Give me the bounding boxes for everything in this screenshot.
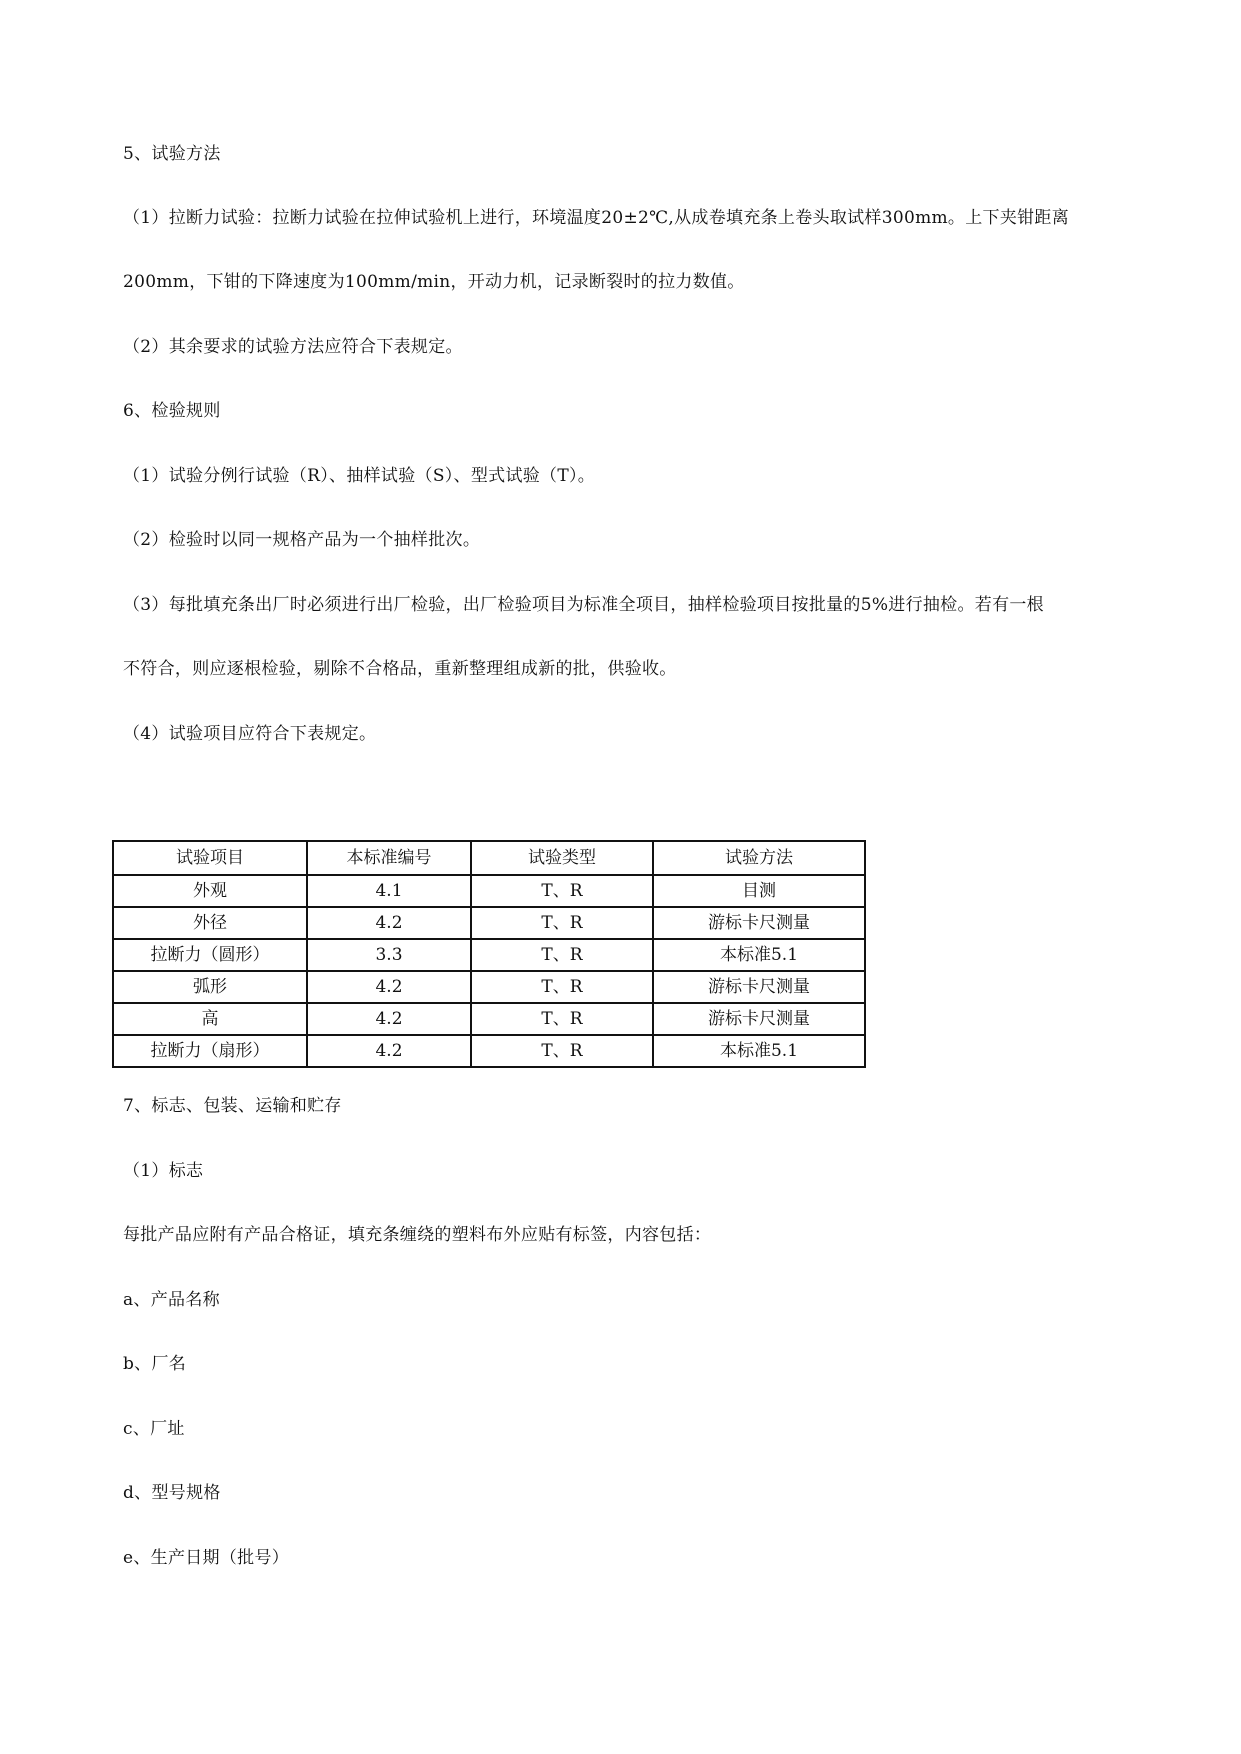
section-6-paragraph-4: （4）试验项目应符合下表规定。 <box>123 724 377 744</box>
label-item-e: e、生产日期（批号） <box>123 1548 290 1568</box>
cell-test-method: 本标准5.1 <box>653 939 865 971</box>
table-row <box>113 939 865 971</box>
cell-standard-number: 4.2 <box>307 1035 471 1067</box>
section-7-item-1-text: 每批产品应附有产品合格证，填充条缠绕的塑料布外应贴有标签，内容包括： <box>123 1225 712 1245</box>
cell-test-method: 游标卡尺测量 <box>653 1003 865 1035</box>
header-test-item: 试验项目 <box>113 841 307 875</box>
label-item-a: a、产品名称 <box>123 1290 220 1310</box>
header-standard-number: 本标准编号 <box>307 841 471 875</box>
header-test-type: 试验类型 <box>471 841 653 875</box>
cell-test-type: T、R <box>471 939 653 971</box>
section-6-paragraph-3-line-2: 不符合，则应逐根检验，剔除不合格品，重新整理组成新的批，供验收。 <box>123 659 677 679</box>
section-5-title: 5、试验方法 <box>123 144 221 164</box>
label-item-c: c、厂址 <box>123 1419 185 1439</box>
cell-standard-number: 3.3 <box>307 939 471 971</box>
section-6-title: 6、检验规则 <box>123 401 221 421</box>
section-6-paragraph-1: （1）试验分例行试验（R）、抽样试验（S）、型式试验（T）。 <box>123 466 596 486</box>
section-5-paragraph-1-line-1: （1）拉断力试验：拉断力试验在拉伸试验机上进行，环境温度20±2℃,从成卷填充条上卷头取试样300mm。上下夹钳距离 <box>123 208 1070 228</box>
table-row <box>113 1035 865 1067</box>
section-6-paragraph-3-line-1: （3）每批填充条出厂时必须进行出厂检验，出厂检验项目为标准全项目，抽样检验项目按批量的5%进行抽检。若有一根 <box>123 595 1044 615</box>
cell-test-type: T、R <box>471 907 653 939</box>
cell-test-item: 高 <box>113 1003 307 1035</box>
cell-test-item: 拉断力（扇形） <box>113 1035 307 1067</box>
cell-test-item: 外径 <box>113 907 307 939</box>
cell-test-type: T、R <box>471 875 653 907</box>
cell-test-item: 拉断力（圆形） <box>113 939 307 971</box>
section-5-paragraph-1-line-2: 200mm，下钳的下降速度为100mm/min，开动力机，记录断裂时的拉力数值。 <box>123 272 745 292</box>
cell-test-type: T、R <box>471 1003 653 1035</box>
cell-standard-number: 4.2 <box>307 1003 471 1035</box>
section-5-paragraph-2: （2）其余要求的试验方法应符合下表规定。 <box>123 337 463 357</box>
test-items-table <box>112 840 866 1068</box>
label-item-d: d、型号规格 <box>123 1483 221 1503</box>
cell-standard-number: 4.1 <box>307 875 471 907</box>
table-row <box>113 907 865 939</box>
table-header-row <box>113 841 865 875</box>
header-test-method: 试验方法 <box>653 841 865 875</box>
cell-test-method: 游标卡尺测量 <box>653 971 865 1003</box>
cell-test-method: 目测 <box>653 875 865 907</box>
label-item-b: b、厂名 <box>123 1354 187 1374</box>
cell-test-item: 弧形 <box>113 971 307 1003</box>
cell-test-item: 外观 <box>113 875 307 907</box>
table-row <box>113 971 865 1003</box>
table-row <box>113 875 865 907</box>
cell-test-type: T、R <box>471 1035 653 1067</box>
section-7-item-1-title: （1）标志 <box>123 1161 204 1181</box>
cell-test-method: 本标准5.1 <box>653 1035 865 1067</box>
section-6-paragraph-2: （2）检验时以同一规格产品为一个抽样批次。 <box>123 530 481 550</box>
cell-standard-number: 4.2 <box>307 907 471 939</box>
table-row <box>113 1003 865 1035</box>
section-7-title: 7、标志、包装、运输和贮存 <box>123 1096 342 1116</box>
cell-test-method: 游标卡尺测量 <box>653 907 865 939</box>
cell-standard-number: 4.2 <box>307 971 471 1003</box>
cell-test-type: T、R <box>471 971 653 1003</box>
